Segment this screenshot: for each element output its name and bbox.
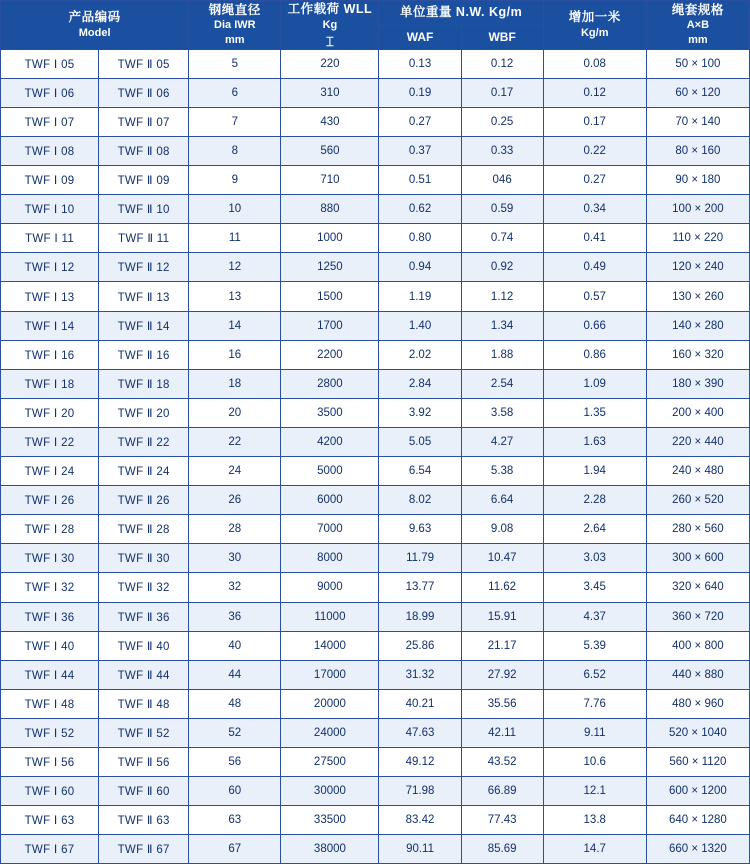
cell-wbf: 0.74 [461, 224, 543, 253]
cell-add-per-meter: 3.45 [543, 573, 646, 602]
table-header [1, 1, 750, 50]
cell-waf: 9.63 [379, 515, 461, 544]
cell-wll: 17000 [281, 660, 379, 689]
cell-rope-size: 560 × 1120 [646, 747, 749, 776]
cell-diameter: 20 [189, 398, 281, 427]
cell-diameter: 67 [189, 835, 281, 864]
table-row [1, 340, 750, 369]
cell-wbf: 10.47 [461, 544, 543, 573]
cell-model-2: TWF Ⅱ 40 [99, 631, 189, 660]
cell-model-1: TWF Ⅰ 22 [1, 427, 99, 456]
cell-add-per-meter: 0.86 [543, 340, 646, 369]
cell-rope-size: 280 × 560 [646, 515, 749, 544]
cell-wll: 2200 [281, 340, 379, 369]
cell-wbf: 9.08 [461, 515, 543, 544]
cell-add-per-meter: 0.12 [543, 78, 646, 107]
cell-model-1: TWF Ⅰ 36 [1, 602, 99, 631]
table-row [1, 282, 750, 311]
cell-wbf: 42.11 [461, 718, 543, 747]
cell-add-per-meter: 1.09 [543, 369, 646, 398]
cell-waf: 0.51 [379, 166, 461, 195]
header-wll-unit: Kg [322, 18, 338, 31]
cell-rope-size: 180 × 390 [646, 369, 749, 398]
cell-add-per-meter: 0.34 [543, 195, 646, 224]
cell-wbf: 0.12 [461, 49, 543, 78]
header-model-en: Model [78, 26, 111, 39]
cell-wbf: 0.25 [461, 107, 543, 136]
cell-model-2: TWF Ⅱ 44 [99, 660, 189, 689]
cell-diameter: 24 [189, 457, 281, 486]
cell-diameter: 10 [189, 195, 281, 224]
cell-model-1: TWF Ⅰ 52 [1, 718, 99, 747]
cell-model-2: TWF Ⅱ 63 [99, 806, 189, 835]
cell-rope-size: 320 × 640 [646, 573, 749, 602]
cell-add-per-meter: 2.64 [543, 515, 646, 544]
cell-rope-size: 140 × 280 [646, 311, 749, 340]
cell-waf: 83.42 [379, 806, 461, 835]
header-waf: WAF [379, 25, 461, 49]
cell-waf: 0.80 [379, 224, 461, 253]
cell-wbf: 0.59 [461, 195, 543, 224]
header-diameter-cn: 钢绳直径 [208, 2, 261, 17]
cell-diameter: 7 [189, 107, 281, 136]
cell-waf: 5.05 [379, 427, 461, 456]
cell-add-per-meter: 7.76 [543, 689, 646, 718]
cell-model-2: TWF Ⅱ 36 [99, 602, 189, 631]
cell-rope-size: 60 × 120 [646, 78, 749, 107]
cell-diameter: 8 [189, 137, 281, 166]
cell-diameter: 60 [189, 777, 281, 806]
cell-diameter: 56 [189, 747, 281, 776]
cell-model-1: TWF Ⅰ 18 [1, 369, 99, 398]
cell-wbf: 0.17 [461, 78, 543, 107]
header-model-cn: 产品编码 [68, 10, 121, 24]
header-rope-size-cn: 绳套规格 [671, 2, 724, 17]
header-add-per-meter-unit: Kg/m [580, 26, 609, 39]
header-wll-cn: 工作载荷 WLL [287, 2, 373, 16]
cell-wll: 24000 [281, 718, 379, 747]
header-add-per-meter-cn: 增加一米 [568, 10, 621, 24]
cell-model-2: TWF Ⅱ 48 [99, 689, 189, 718]
cell-add-per-meter: 0.49 [543, 253, 646, 282]
table-row [1, 718, 750, 747]
cell-model-1: TWF Ⅰ 06 [1, 78, 99, 107]
cell-rope-size: 400 × 800 [646, 631, 749, 660]
cell-rope-size: 220 × 440 [646, 427, 749, 456]
cell-add-per-meter: 9.11 [543, 718, 646, 747]
cell-wbf: 77.43 [461, 806, 543, 835]
cell-rope-size: 70 × 140 [646, 107, 749, 136]
cell-add-per-meter: 0.41 [543, 224, 646, 253]
cell-model-2: TWF Ⅱ 14 [99, 311, 189, 340]
cell-diameter: 28 [189, 515, 281, 544]
table-row [1, 78, 750, 107]
header-add-per-meter [543, 1, 646, 50]
cell-wbf: 2.54 [461, 369, 543, 398]
cell-wll: 4200 [281, 427, 379, 456]
cell-model-2: TWF Ⅱ 12 [99, 253, 189, 282]
table-row [1, 544, 750, 573]
cell-add-per-meter: 13.8 [543, 806, 646, 835]
cell-model-1: TWF Ⅰ 20 [1, 398, 99, 427]
cell-model-2: TWF Ⅱ 20 [99, 398, 189, 427]
cell-waf: 8.02 [379, 486, 461, 515]
cell-add-per-meter: 12.1 [543, 777, 646, 806]
cell-waf: 49.12 [379, 747, 461, 776]
cell-diameter: 32 [189, 573, 281, 602]
cell-model-2: TWF Ⅱ 22 [99, 427, 189, 456]
cell-diameter: 11 [189, 224, 281, 253]
cell-model-2: TWF Ⅱ 18 [99, 369, 189, 398]
cell-diameter: 40 [189, 631, 281, 660]
cell-wbf: 0.33 [461, 137, 543, 166]
cell-model-2: TWF Ⅱ 16 [99, 340, 189, 369]
cell-wbf: 66.89 [461, 777, 543, 806]
table-row [1, 369, 750, 398]
cell-wbf: 27.92 [461, 660, 543, 689]
cell-model-2: TWF Ⅱ 52 [99, 718, 189, 747]
cell-rope-size: 80 × 160 [646, 137, 749, 166]
cell-add-per-meter: 0.17 [543, 107, 646, 136]
cell-wll: 9000 [281, 573, 379, 602]
cell-add-per-meter: 14.7 [543, 835, 646, 864]
cell-diameter: 44 [189, 660, 281, 689]
cell-waf: 18.99 [379, 602, 461, 631]
cell-model-2: TWF Ⅱ 11 [99, 224, 189, 253]
header-wbf: WBF [461, 25, 543, 49]
table-row [1, 486, 750, 515]
cell-wll: 3500 [281, 398, 379, 427]
cell-waf: 6.54 [379, 457, 461, 486]
cell-model-1: TWF Ⅰ 67 [1, 835, 99, 864]
cell-rope-size: 100 × 200 [646, 195, 749, 224]
cell-diameter: 63 [189, 806, 281, 835]
cell-rope-size: 160 × 320 [646, 340, 749, 369]
cell-wbf: 43.52 [461, 747, 543, 776]
cell-rope-size: 260 × 520 [646, 486, 749, 515]
cell-diameter: 9 [189, 166, 281, 195]
cell-wbf: 3.58 [461, 398, 543, 427]
cell-wll: 880 [281, 195, 379, 224]
cell-waf: 3.92 [379, 398, 461, 427]
cell-add-per-meter: 10.6 [543, 747, 646, 776]
cell-model-2: TWF Ⅱ 28 [99, 515, 189, 544]
cell-diameter: 36 [189, 602, 281, 631]
cell-rope-size: 50 × 100 [646, 49, 749, 78]
cell-model-1: TWF Ⅰ 14 [1, 311, 99, 340]
cell-add-per-meter: 1.35 [543, 398, 646, 427]
cell-model-2: TWF Ⅱ 67 [99, 835, 189, 864]
header-wll [281, 1, 379, 50]
cell-rope-size: 440 × 880 [646, 660, 749, 689]
cell-diameter: 13 [189, 282, 281, 311]
cell-model-1: TWF Ⅰ 12 [1, 253, 99, 282]
cell-wll: 220 [281, 49, 379, 78]
table-row [1, 631, 750, 660]
table-row [1, 457, 750, 486]
cell-model-2: TWF Ⅱ 05 [99, 49, 189, 78]
cell-model-1: TWF Ⅰ 48 [1, 689, 99, 718]
cell-wll: 6000 [281, 486, 379, 515]
cell-waf: 2.02 [379, 340, 461, 369]
cell-wll: 38000 [281, 835, 379, 864]
cell-model-1: TWF Ⅰ 32 [1, 573, 99, 602]
cell-add-per-meter: 0.57 [543, 282, 646, 311]
cell-rope-size: 240 × 480 [646, 457, 749, 486]
cell-waf: 40.21 [379, 689, 461, 718]
cell-waf: 90.11 [379, 835, 461, 864]
cell-model-2: TWF Ⅱ 26 [99, 486, 189, 515]
sling-symbol-icon: ⌶ [326, 33, 334, 49]
cell-waf: 0.62 [379, 195, 461, 224]
cell-diameter: 16 [189, 340, 281, 369]
cell-diameter: 14 [189, 311, 281, 340]
cell-rope-size: 360 × 720 [646, 602, 749, 631]
cell-waf: 71.98 [379, 777, 461, 806]
cell-model-1: TWF Ⅰ 26 [1, 486, 99, 515]
cell-waf: 13.77 [379, 573, 461, 602]
cell-wll: 1500 [281, 282, 379, 311]
cell-wll: 710 [281, 166, 379, 195]
cell-model-2: TWF Ⅱ 09 [99, 166, 189, 195]
cell-model-1: TWF Ⅰ 13 [1, 282, 99, 311]
header-row-top [1, 1, 750, 26]
cell-rope-size: 300 × 600 [646, 544, 749, 573]
header-diameter-en: Dia IWR [214, 19, 256, 32]
cell-wll: 5000 [281, 457, 379, 486]
cell-diameter: 18 [189, 369, 281, 398]
header-diameter [189, 1, 281, 50]
cell-wbf: 0.92 [461, 253, 543, 282]
cell-model-2: TWF Ⅱ 60 [99, 777, 189, 806]
cell-wll: 560 [281, 137, 379, 166]
cell-model-1: TWF Ⅰ 60 [1, 777, 99, 806]
cell-wll: 30000 [281, 777, 379, 806]
cell-model-1: TWF Ⅰ 10 [1, 195, 99, 224]
cell-wll: 11000 [281, 602, 379, 631]
cell-wbf: 21.17 [461, 631, 543, 660]
table-row [1, 107, 750, 136]
header-model [1, 1, 189, 50]
table-row [1, 835, 750, 864]
cell-add-per-meter: 1.94 [543, 457, 646, 486]
cell-add-per-meter: 0.66 [543, 311, 646, 340]
cell-wll: 27500 [281, 747, 379, 776]
cell-rope-size: 90 × 180 [646, 166, 749, 195]
table-row [1, 573, 750, 602]
cell-add-per-meter: 2.28 [543, 486, 646, 515]
cell-waf: 0.94 [379, 253, 461, 282]
cell-add-per-meter: 5.39 [543, 631, 646, 660]
cell-wll: 2800 [281, 369, 379, 398]
cell-wbf: 046 [461, 166, 543, 195]
cell-diameter: 5 [189, 49, 281, 78]
table-row [1, 311, 750, 340]
cell-model-1: TWF Ⅰ 05 [1, 49, 99, 78]
cell-diameter: 48 [189, 689, 281, 718]
cell-waf: 31.32 [379, 660, 461, 689]
cell-add-per-meter: 1.63 [543, 427, 646, 456]
cell-model-2: TWF Ⅱ 13 [99, 282, 189, 311]
table-row [1, 777, 750, 806]
cell-wll: 33500 [281, 806, 379, 835]
cell-model-1: TWF Ⅰ 44 [1, 660, 99, 689]
cell-model-2: TWF Ⅱ 10 [99, 195, 189, 224]
cell-model-1: TWF Ⅰ 16 [1, 340, 99, 369]
cell-wll: 1000 [281, 224, 379, 253]
cell-add-per-meter: 0.08 [543, 49, 646, 78]
table-row [1, 806, 750, 835]
cell-add-per-meter: 0.22 [543, 137, 646, 166]
cell-wll: 7000 [281, 515, 379, 544]
cell-model-1: TWF Ⅰ 56 [1, 747, 99, 776]
cell-diameter: 30 [189, 544, 281, 573]
cell-model-1: TWF Ⅰ 09 [1, 166, 99, 195]
cell-rope-size: 660 × 1320 [646, 835, 749, 864]
cell-wll: 1700 [281, 311, 379, 340]
cell-rope-size: 480 × 960 [646, 689, 749, 718]
cell-model-1: TWF Ⅰ 28 [1, 515, 99, 544]
cell-rope-size: 120 × 240 [646, 253, 749, 282]
table-row [1, 224, 750, 253]
cell-wll: 8000 [281, 544, 379, 573]
cell-waf: 2.84 [379, 369, 461, 398]
cell-model-1: TWF Ⅰ 30 [1, 544, 99, 573]
table-row [1, 427, 750, 456]
cell-diameter: 12 [189, 253, 281, 282]
cell-diameter: 6 [189, 78, 281, 107]
header-rope-size-en: A×B [686, 19, 710, 32]
cell-model-2: TWF Ⅱ 30 [99, 544, 189, 573]
cell-diameter: 22 [189, 427, 281, 456]
cell-model-2: TWF Ⅱ 32 [99, 573, 189, 602]
cell-waf: 0.37 [379, 137, 461, 166]
cell-model-1: TWF Ⅰ 63 [1, 806, 99, 835]
cell-diameter: 26 [189, 486, 281, 515]
cell-wll: 430 [281, 107, 379, 136]
cell-model-1: TWF Ⅰ 08 [1, 137, 99, 166]
cell-waf: 25.86 [379, 631, 461, 660]
cell-waf: 0.19 [379, 78, 461, 107]
cell-wll: 14000 [281, 631, 379, 660]
cell-wbf: 1.12 [461, 282, 543, 311]
cell-model-1: TWF Ⅰ 40 [1, 631, 99, 660]
cell-wbf: 15.91 [461, 602, 543, 631]
cell-waf: 47.63 [379, 718, 461, 747]
cell-model-1: TWF Ⅰ 24 [1, 457, 99, 486]
cell-rope-size: 130 × 260 [646, 282, 749, 311]
cell-rope-size: 110 × 220 [646, 224, 749, 253]
cell-waf: 11.79 [379, 544, 461, 573]
table-row [1, 515, 750, 544]
cell-waf: 1.40 [379, 311, 461, 340]
cell-wbf: 4.27 [461, 427, 543, 456]
table-row [1, 137, 750, 166]
cell-wll: 1250 [281, 253, 379, 282]
table-row [1, 602, 750, 631]
table-row [1, 689, 750, 718]
cell-model-2: TWF Ⅱ 24 [99, 457, 189, 486]
cell-wbf: 85.69 [461, 835, 543, 864]
cell-waf: 1.19 [379, 282, 461, 311]
cell-wll: 310 [281, 78, 379, 107]
cell-model-1: TWF Ⅰ 07 [1, 107, 99, 136]
table-row [1, 253, 750, 282]
cell-model-2: TWF Ⅱ 07 [99, 107, 189, 136]
cell-model-2: TWF Ⅱ 06 [99, 78, 189, 107]
cell-model-1: TWF Ⅰ 11 [1, 224, 99, 253]
header-rope-size [646, 1, 749, 50]
cell-rope-size: 640 × 1280 [646, 806, 749, 835]
cell-wll: 20000 [281, 689, 379, 718]
table-body [1, 49, 750, 864]
header-net-weight-cn: 单位重量 N.W. Kg/m [399, 5, 523, 20]
cell-rope-size: 520 × 1040 [646, 718, 749, 747]
header-diameter-unit: mm [225, 34, 245, 47]
cell-wbf: 5.38 [461, 457, 543, 486]
cell-add-per-meter: 4.37 [543, 602, 646, 631]
cell-waf: 0.27 [379, 107, 461, 136]
table-row [1, 398, 750, 427]
cell-wbf: 1.88 [461, 340, 543, 369]
table-row [1, 660, 750, 689]
cell-diameter: 52 [189, 718, 281, 747]
cell-waf: 0.13 [379, 49, 461, 78]
cell-wbf: 6.64 [461, 486, 543, 515]
cell-rope-size: 600 × 1200 [646, 777, 749, 806]
table-row [1, 747, 750, 776]
cell-rope-size: 200 × 400 [646, 398, 749, 427]
header-net-weight [379, 1, 543, 26]
table-row [1, 49, 750, 78]
table-row [1, 166, 750, 195]
cell-add-per-meter: 6.52 [543, 660, 646, 689]
table-row [1, 195, 750, 224]
cell-wbf: 1.34 [461, 311, 543, 340]
cell-wbf: 35.56 [461, 689, 543, 718]
cell-add-per-meter: 0.27 [543, 166, 646, 195]
cell-model-2: TWF Ⅱ 56 [99, 747, 189, 776]
cell-model-2: TWF Ⅱ 08 [99, 137, 189, 166]
header-rope-size-unit: mm [688, 34, 708, 47]
cell-add-per-meter: 3.03 [543, 544, 646, 573]
cell-wbf: 11.62 [461, 573, 543, 602]
